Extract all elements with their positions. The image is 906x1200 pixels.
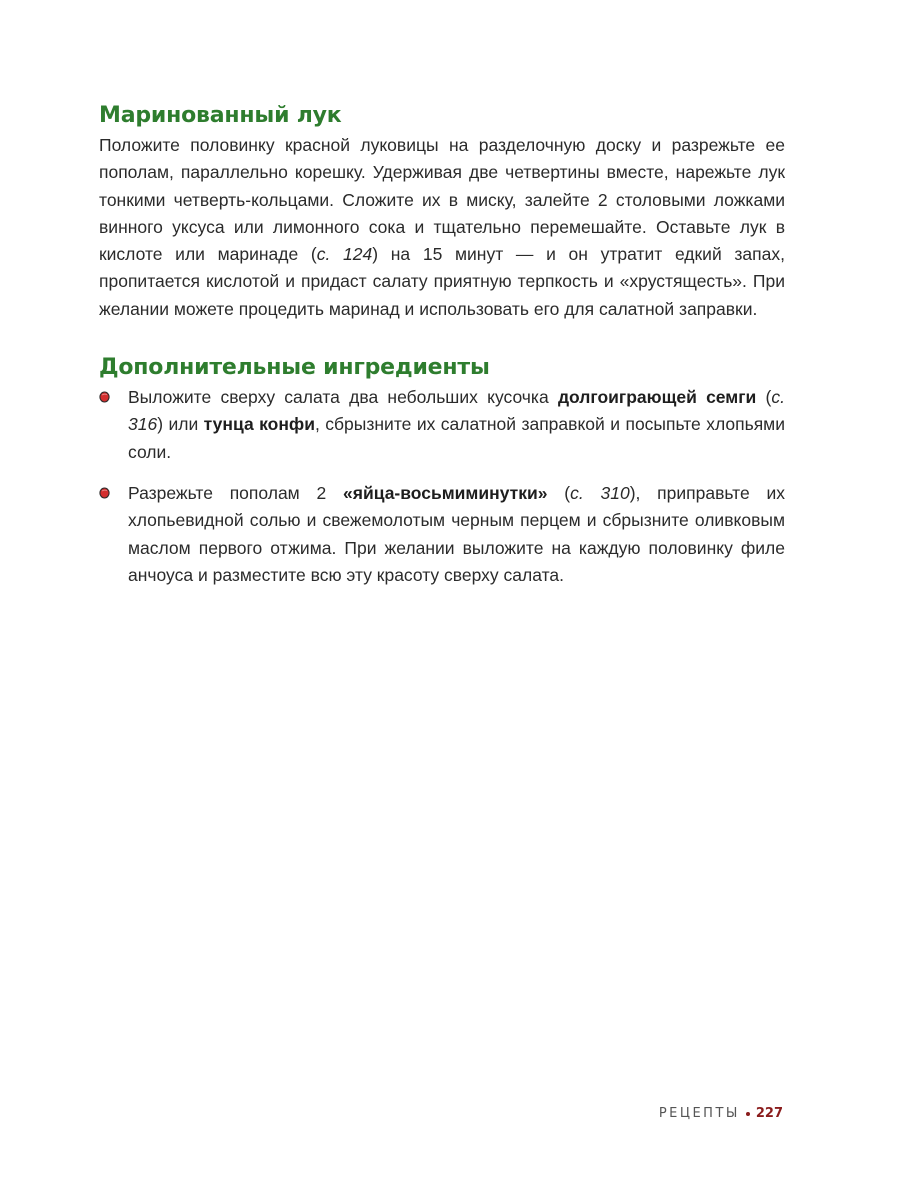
recipe-link-eggs: «яйца-восьмиминутки»	[343, 482, 548, 503]
footer-section-label: РЕЦЕПТЫ	[658, 1106, 740, 1121]
red-dot-bullet-icon	[99, 487, 110, 499]
recipe-link-tuna: тунца конфи	[203, 414, 315, 435]
page-content	[99, 100, 785, 603]
footer-separator-dot-icon	[746, 1112, 750, 1116]
pickled-onion-paragraph	[99, 132, 785, 323]
list-item	[99, 480, 785, 589]
item-text: ) или	[157, 414, 204, 435]
paragraph-text: Положите половинку красной луковицы на разделочную доску и разрежьте ее пополам, параллельно корешку. Удерживая две четвертины вместе, нарежьте лук тонкими четверть-кольцами. Сложите их в миску, залейте 2 столовыми ложками винного уксуса или лимонного сока и тщательно перемешайте. Оставьте лук в кислоте или маринаде (	[99, 135, 785, 265]
red-dot-bullet-icon	[99, 391, 110, 403]
page-number: 227	[755, 1106, 783, 1121]
page-reference: с. 316	[128, 387, 785, 435]
page-reference: с. 310	[570, 482, 630, 503]
list-item	[99, 384, 785, 466]
item-text: Разрежьте пополам 2	[128, 482, 344, 503]
item-text: , сбрызните их салатной заправкой и посыпьте хлопьями соли.	[128, 414, 785, 462]
recipe-link-salmon: долгоиграющей семги	[557, 387, 757, 408]
extra-ingredients-list	[99, 384, 785, 589]
section-title-pickled-onion: Маринованный лук	[99, 103, 342, 128]
section-title-extra-ingredients: Дополнительные ингредиенты	[99, 355, 490, 381]
page-reference: с. 124	[316, 244, 373, 265]
item-text: Выложите сверху салата два небольших кусочка	[128, 387, 558, 408]
item-text: ), приправьте их хлопьевидной солью и свежемолотым черным перцем и сбрызните оливковым маслом первого отжима. При желании выложите на каждую половинку филе анчоуса и разместите всю эту красоту сверху салата.	[128, 482, 785, 585]
page-footer	[659, 1104, 783, 1124]
paragraph-text: ) на 15 минут — и он утратит едкий запах, пропитается кислотой и придаст салату приятную терпкость и «хрустящесть». При желании можете процедить маринад и использовать его для салатной заправки.	[99, 244, 785, 319]
item-text: (	[756, 387, 772, 408]
item-text: (	[547, 482, 571, 503]
